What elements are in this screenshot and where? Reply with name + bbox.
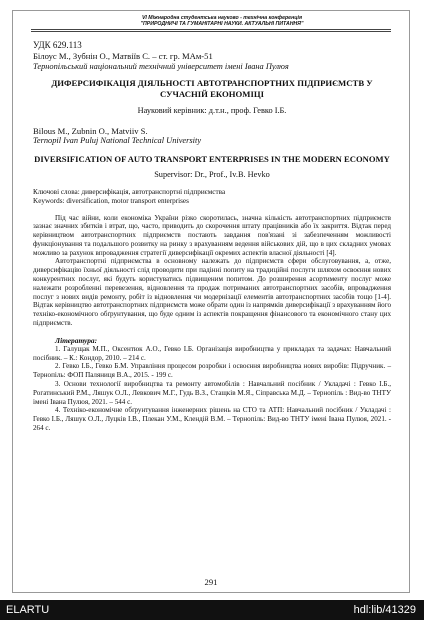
keywords-en: Keywords: diversification, motor transport enterprises: [33, 196, 189, 205]
handle-id[interactable]: hdl:lib/41329: [353, 604, 416, 616]
supervisor-ua: Науковий керівник: д.т.н., проф. Гевко І.Б.: [137, 106, 287, 115]
journal-page: [12, 10, 410, 593]
literature-heading: Література:: [55, 335, 98, 345]
article-body: [33, 40, 391, 433]
header-divider: [31, 29, 391, 32]
conference-line-2: "ПРИРОДНИЧІ ТА ГУМАНІТАРНІ НАУКИ. АКТУАЛЬНІ ПИТАННЯ": [140, 21, 304, 27]
title-en: DIVERSIFICATION OF AUTO TRANSPORT ENTERPRISES IN THE MODERN ECONOMY: [34, 154, 390, 164]
title-ua: ДИФЕРСИФІКАЦІЯ ДІЯЛЬНОСТІ АВТОТРАНСПОРТНИХ ПІДПРИЄМСТВ У СУЧАСНІЙ ЕКОНОМІЦІ: [51, 78, 373, 99]
paragraph-2: Автотранспортні підприємства в основному належать до підприємств сфери обслуговування, а, отже, диверсифікацію їхньої діяльності слід проводити при падінні попиту на традиційні послуги шляхом освоєння нових конкурентних послуг, які будуть користуватись підвищеним попитом. До розширення асортименту послуг може належати розробленні перевезення, відновлення та продаж потриманих автотранспортних засобів, впровадження послуг з нових видів ремонту, робіт із відновлення чи модернізації елементів автотранспортних засобів тощо [1-4]. Відтак керівництво автотранспортних підприємств може обрати один із напрямків диверсифікації з врахуванням його техніко-економічного обґрунтування, що буде одним із аспектів покращення фінансового та економічного стану цих підприємств.: [33, 257, 391, 328]
repository-footer: [0, 600, 424, 620]
repository-name[interactable]: ELARTU: [6, 604, 50, 616]
reference-3: 3. Основи технології виробництва та ремонту автомобілів : Навчальний посібник / Укладачі : Гевко І.Б., Рогатинський Р.М., Ляшук О.Л., Левкович М.Г., Гудь В.З., Стащків М.Я., Сіправська М.Д. – Тернопіль : Вид-во ТНТУ імені Івана Пулюя, 2021. – 544 с.: [33, 380, 391, 406]
keywords-ua: Ключові слова: диверсифікація, автотранспортні підприємства: [33, 187, 226, 196]
reference-4: 4. Техніко-економічне обґрунтування інженерних рішень на СТО та АТП: Навчальний посібник / Укладачі : Гевко І.Б., Ляшук О.Л., Луцків І.В., Плекан У.М., Клендій В.М. – Тернопіль: Вид-во ТНТУ імені Івана Пулюя, 2021. - 264 с.: [33, 406, 391, 433]
conference-line-1: VI Міжнародна студентська науково - технічна конференція: [141, 15, 303, 21]
institution-en: Ternopil Ivan Puluj National Technical University: [33, 136, 202, 145]
supervisor-en: Supervisor: Dr., Prof., Iv.B. Hevko: [154, 169, 270, 179]
paragraph-1: Під час війни, коли економіка України різко скоротилась, значна кількість автотранспортних підприємств зазнає значних збитків і втрат, що, часто, приводить до скорочення штату працівників або їх закриття. Відтак перед керівництвом автотранспортних підприємств постають завдання пов'язані зі забезпеченням можливості функціонування та подальшого розвитку на ринку з врахуванням ведення військових дій, що в цих складних умовах можливо за рахунок впровадження стратегії диверсифікації окремих аспектів власної діяльності [4].: [33, 213, 391, 257]
institution-ua: Тернопільський національний технічний університет імені Івана Пулюя: [33, 62, 289, 71]
conference-header: [47, 15, 397, 27]
keywords-block: [33, 188, 391, 206]
reference-2: 2. Гевко І.Б., Гевко Б.М. Управління процесом розробки і освоєння виробництва нових виробів: Підручник. – Тернопіль: ФОП Паляниця В.А., 2015. - 199 с.: [33, 362, 391, 380]
authors-ua: Білоус М., Зубнін О., Матвіїв С. – ст. гр. МАм-51: [33, 51, 213, 61]
authors-en: Bilous M., Zubnin O., Matviiv S.: [33, 126, 148, 136]
reference-1: 1. Галущак М.П., Оксентюк А.О., Гевко І.Б. Організація виробництва у прикладах та задачах: Навчальний посібник. – К.: Кондор, 2010. – 214 с.: [33, 344, 391, 362]
page-number: 291: [204, 577, 218, 587]
udk-code: УДК 629.113: [33, 40, 82, 50]
